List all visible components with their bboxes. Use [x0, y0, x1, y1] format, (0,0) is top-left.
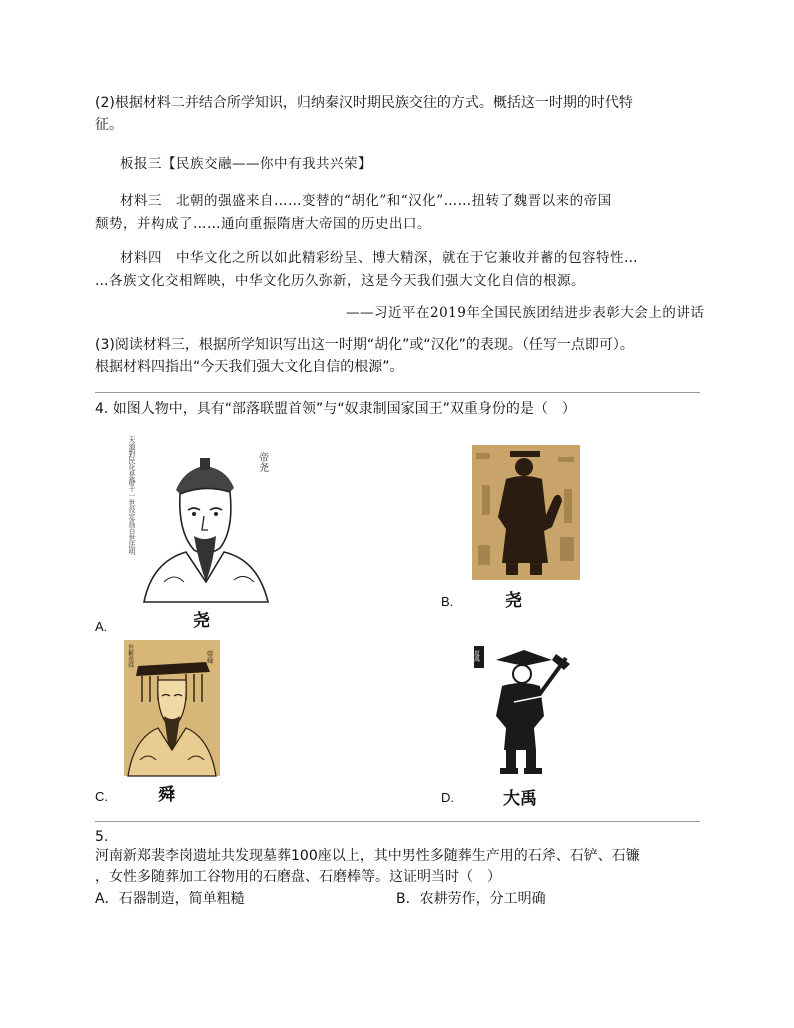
q5-number: 5.	[95, 829, 109, 845]
material4-source: ——习近平在2019年全国民族团结进步表彰大会上的讲话	[346, 305, 705, 321]
option-b-letter[interactable]: B.	[441, 594, 454, 609]
figure-d-silhouette	[474, 646, 570, 778]
material3-line2: 颓势，并构成了……通向重振隋唐大帝国的历史出口。	[95, 216, 431, 232]
option-d-caption: 大禹	[503, 789, 537, 809]
q3-part3-line1: (3)阅读材料三，根据所学知识写出这一时期“胡化”或“汉化”的表现。（任写一点即可）。	[95, 337, 634, 353]
option-b-caption: 尧	[505, 591, 522, 611]
figure-a-portrait	[124, 432, 284, 602]
option-a-caption: 尧	[193, 611, 210, 631]
q3-part2-line1: (2)根据材料二并结合所学知识，归纳秦汉时期民族交往的方式。概括这一时期的时代特	[95, 95, 633, 111]
divider	[95, 392, 700, 393]
q3-part3-line2: 根据材料四指出“今天我们强大文化自信的根源”。	[95, 359, 404, 375]
figure-a-side-inscription: 天道對民化是静千一世役定爲百世法明	[128, 436, 136, 555]
divider	[95, 821, 700, 822]
figure-c-side-inscription: 世稱堯舜	[126, 644, 134, 668]
option-a-letter[interactable]: A.	[95, 619, 108, 634]
q5-stem-line2: ，女性多随葬加工谷物用的石磨盘、石磨棒等。这证明当时（ ）	[95, 869, 501, 885]
q5-stem-line1: 河南新郑裴李岗遗址共发现墓葬100座以上，其中男性多随葬生产用的石斧、石铲、石镰	[95, 848, 640, 864]
figure-a-title-inscription: 帝尧	[256, 452, 268, 472]
figure-b-relief	[472, 445, 580, 580]
material4-line1: 材料四 中华文化之所以如此精彩纷呈、博大精深，就在于它兼收并蓄的包容特性…	[120, 250, 638, 266]
material3-line1: 材料三 北朝的强盛来自……变替的“胡化”和“汉化”……扭转了魏晋以来的帝国	[120, 193, 612, 209]
option-d-letter[interactable]: D.	[441, 790, 454, 805]
shun-portrait	[124, 640, 220, 776]
yao-stone-relief	[472, 445, 580, 580]
q4-stem: 4. 如图人物中，具有“部落联盟首领”与“奴隶制国家国王”双重身份的是（ ）	[95, 401, 576, 417]
yu-silhouette	[474, 646, 570, 778]
figure-d-title-inscription: 夏禹	[472, 650, 480, 662]
figure-c-title-inscription: 帝舜	[206, 650, 214, 664]
q3-part2-line2: 征。	[95, 117, 123, 133]
q5-option-a[interactable]: A．石器制造，简单粗糙	[95, 891, 245, 907]
material4-line2: …各族文化交相辉映，中华文化历久弥新，这是今天我们强大文化自信的根源。	[95, 273, 585, 289]
q5-option-b[interactable]: B．农耕劳作，分工明确	[396, 891, 546, 907]
figure-c-portrait	[124, 640, 220, 776]
option-c-letter[interactable]: C.	[95, 789, 108, 804]
option-c-caption: 舜	[158, 785, 175, 805]
board3-title: 板报三【民族交融——你中有我共兴荣】	[120, 156, 372, 172]
yao-line-drawing	[124, 432, 284, 602]
